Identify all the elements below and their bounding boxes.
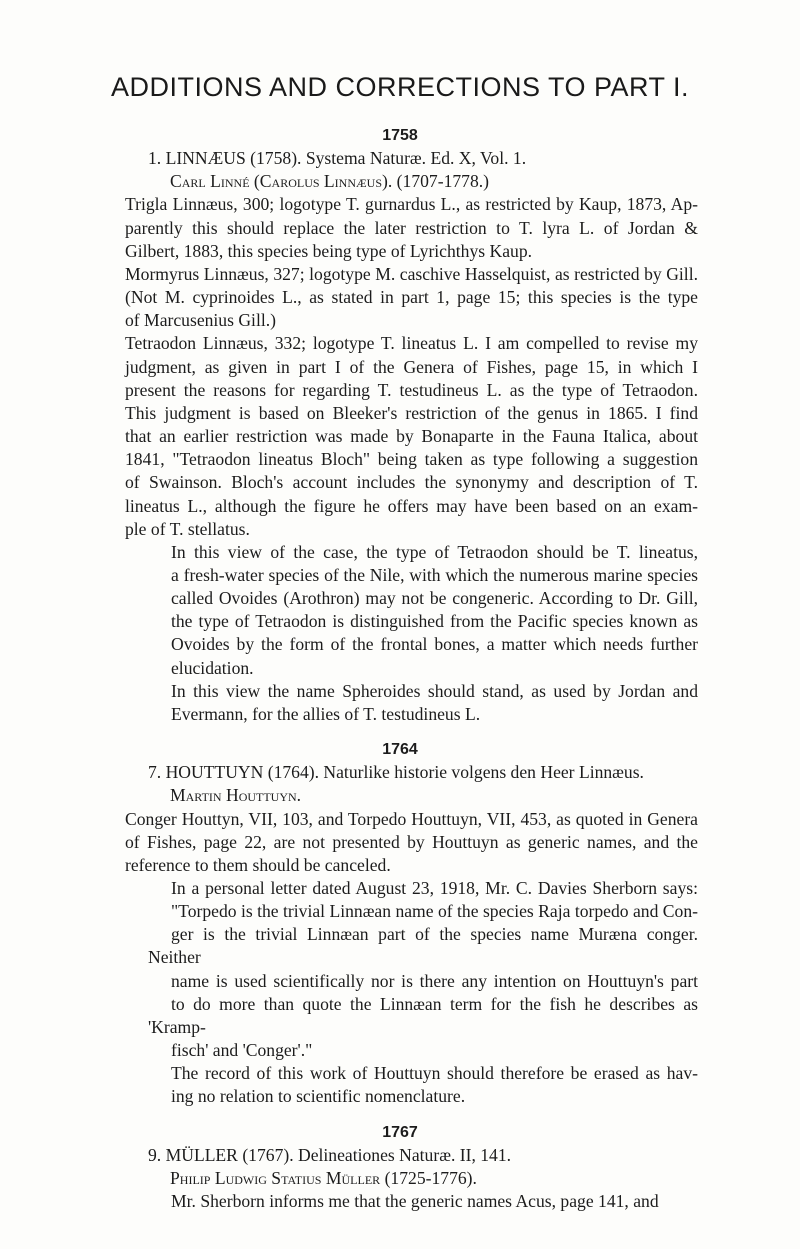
text-line: the type of Tetraodon is distinguished from the Pacific species known as [171, 611, 698, 632]
paragraph [0, 1190, 698, 1213]
text-line: reference to them should be canceled. [125, 854, 391, 875]
paragraph [0, 680, 698, 726]
text-line: ing no relation to scientific nomenclature. [171, 1086, 466, 1107]
year-heading: 1758 [382, 127, 418, 144]
author-line: Philip Ludwig Statius Müller (1725-1776). [170, 1167, 477, 1188]
text-line: In this view of the case, the type of Tetraodon should be T. lineatus, [171, 541, 698, 562]
text-line: This judgment is based on Bleeker's restriction of the genus in 1865. I find [125, 402, 698, 423]
text-line: to do more than quote the Linnæan term for the fish he describes as 'Kramp- [148, 993, 698, 1037]
author-line: 1. LINNÆUS (1758). Systema Naturæ. Ed. X, Vol. 1. [148, 148, 527, 169]
text-line: Gilbert, 1883, this species being type of Lyrichthys Kaup. [125, 240, 533, 261]
text-line: In this view the name Spheroides should stand, as used by Jordan and [171, 680, 698, 701]
genus-entry [0, 193, 698, 262]
text-line: judgment, as given in part I of the Genera of Fishes, page 15, in which I [125, 356, 698, 377]
text-line: Ovoides by the form of the frontal bones, a matter which needs further [171, 634, 698, 655]
text-line: 1841, "Tetraodon lineatus Bloch" being taken as type following a suggestion [125, 449, 698, 470]
text-line: (Not M. cyprinoides L., as stated in part 1, page 15; this species is the type [125, 287, 698, 308]
text-line: called Ovoides (Arothron) may not be congeneric. According to Dr. Gill, [171, 588, 698, 609]
text-line: fisch' and 'Conger'." [171, 1040, 313, 1061]
text-line: "Torpedo is the trivial Linnæan name of the species Raja torpedo and Con- [171, 901, 698, 922]
author-line: 7. HOUTTUYN (1764). Naturlike historie volgens den Heer Linnæus. [148, 762, 644, 783]
page-title: ADDITIONS AND CORRECTIONS TO PART I. [110, 72, 690, 102]
author-line: Carl Linné (Carolus Linnæus). (1707-1778.) [170, 171, 490, 192]
text-line: name is used scientifically nor is there any intention on Houttuyn's part [171, 970, 698, 991]
text-line: a fresh-water species of the Nile, with which the numerous marine species [171, 564, 698, 585]
section-gap [0, 726, 800, 738]
paragraph [0, 541, 698, 680]
year-heading: 1767 [382, 1123, 418, 1141]
paragraph [0, 877, 698, 1062]
year-heading: 1764 [382, 741, 418, 759]
text-line: Mr. Sherborn informs me that the generic names Acus, page 141, and [171, 1191, 659, 1212]
text-line: Mormyrus Linnæus, 327; logotype M. caschive Hasselquist, as restricted by Gill. [125, 263, 698, 284]
text-line: ger is the trivial Linnæan part of the species name Muræna conger. Neither [148, 924, 698, 968]
genus-entry [0, 808, 698, 877]
text-line: elucidation. [171, 657, 254, 678]
genus-entry [0, 263, 698, 332]
text-line: Tetraodon Linnæus, 332; logotype T. lineatus L. I am compelled to revise my [125, 333, 698, 354]
author-line: Martin Houttuyn. [170, 785, 302, 806]
text-line: that an earlier restriction was made by Bonaparte in the Fauna Italica, about [125, 426, 698, 447]
text-line: Trigla Linnæus, 300; logotype T. gurnardus L., as restricted by Kaup, 1873, Ap- [125, 194, 698, 215]
text-line: of Marcusenius Gill.) [125, 310, 276, 331]
genus-entry [0, 332, 698, 540]
paragraph [0, 1062, 698, 1108]
section-gap [0, 1109, 800, 1121]
author-line: 9. MÜLLER (1767). Delineationes Naturæ. II, 141. [148, 1144, 512, 1165]
text-line: of Swainson. Bloch's account includes the synonymy and description of T. [125, 472, 698, 493]
text-line: lineatus L., although the figure he offers may have been based on an exam- [125, 495, 698, 516]
text-line: Conger Houttyn, VII, 103, and Torpedo Houttuyn, VII, 453, as quoted in Genera [125, 808, 698, 829]
text-line: parently this should replace the later restriction to T. lyra L. of Jordan & [125, 217, 698, 238]
document-body [0, 124, 800, 1213]
text-line: The record of this work of Houttuyn should therefore be erased as hav- [171, 1063, 698, 1084]
text-line: present the reasons for regarding T. testudineus L. as the type of Tetraodon. [125, 379, 698, 400]
text-line: of Fishes, page 22, are not presented by Houttuyn as generic names, and the [125, 831, 698, 852]
text-line: In a personal letter dated August 23, 1918, Mr. C. Davies Sherborn says: [171, 878, 698, 898]
text-line: Evermann, for the allies of T. testudineus L. [171, 703, 481, 724]
text-line: ple of T. stellatus. [125, 518, 250, 539]
